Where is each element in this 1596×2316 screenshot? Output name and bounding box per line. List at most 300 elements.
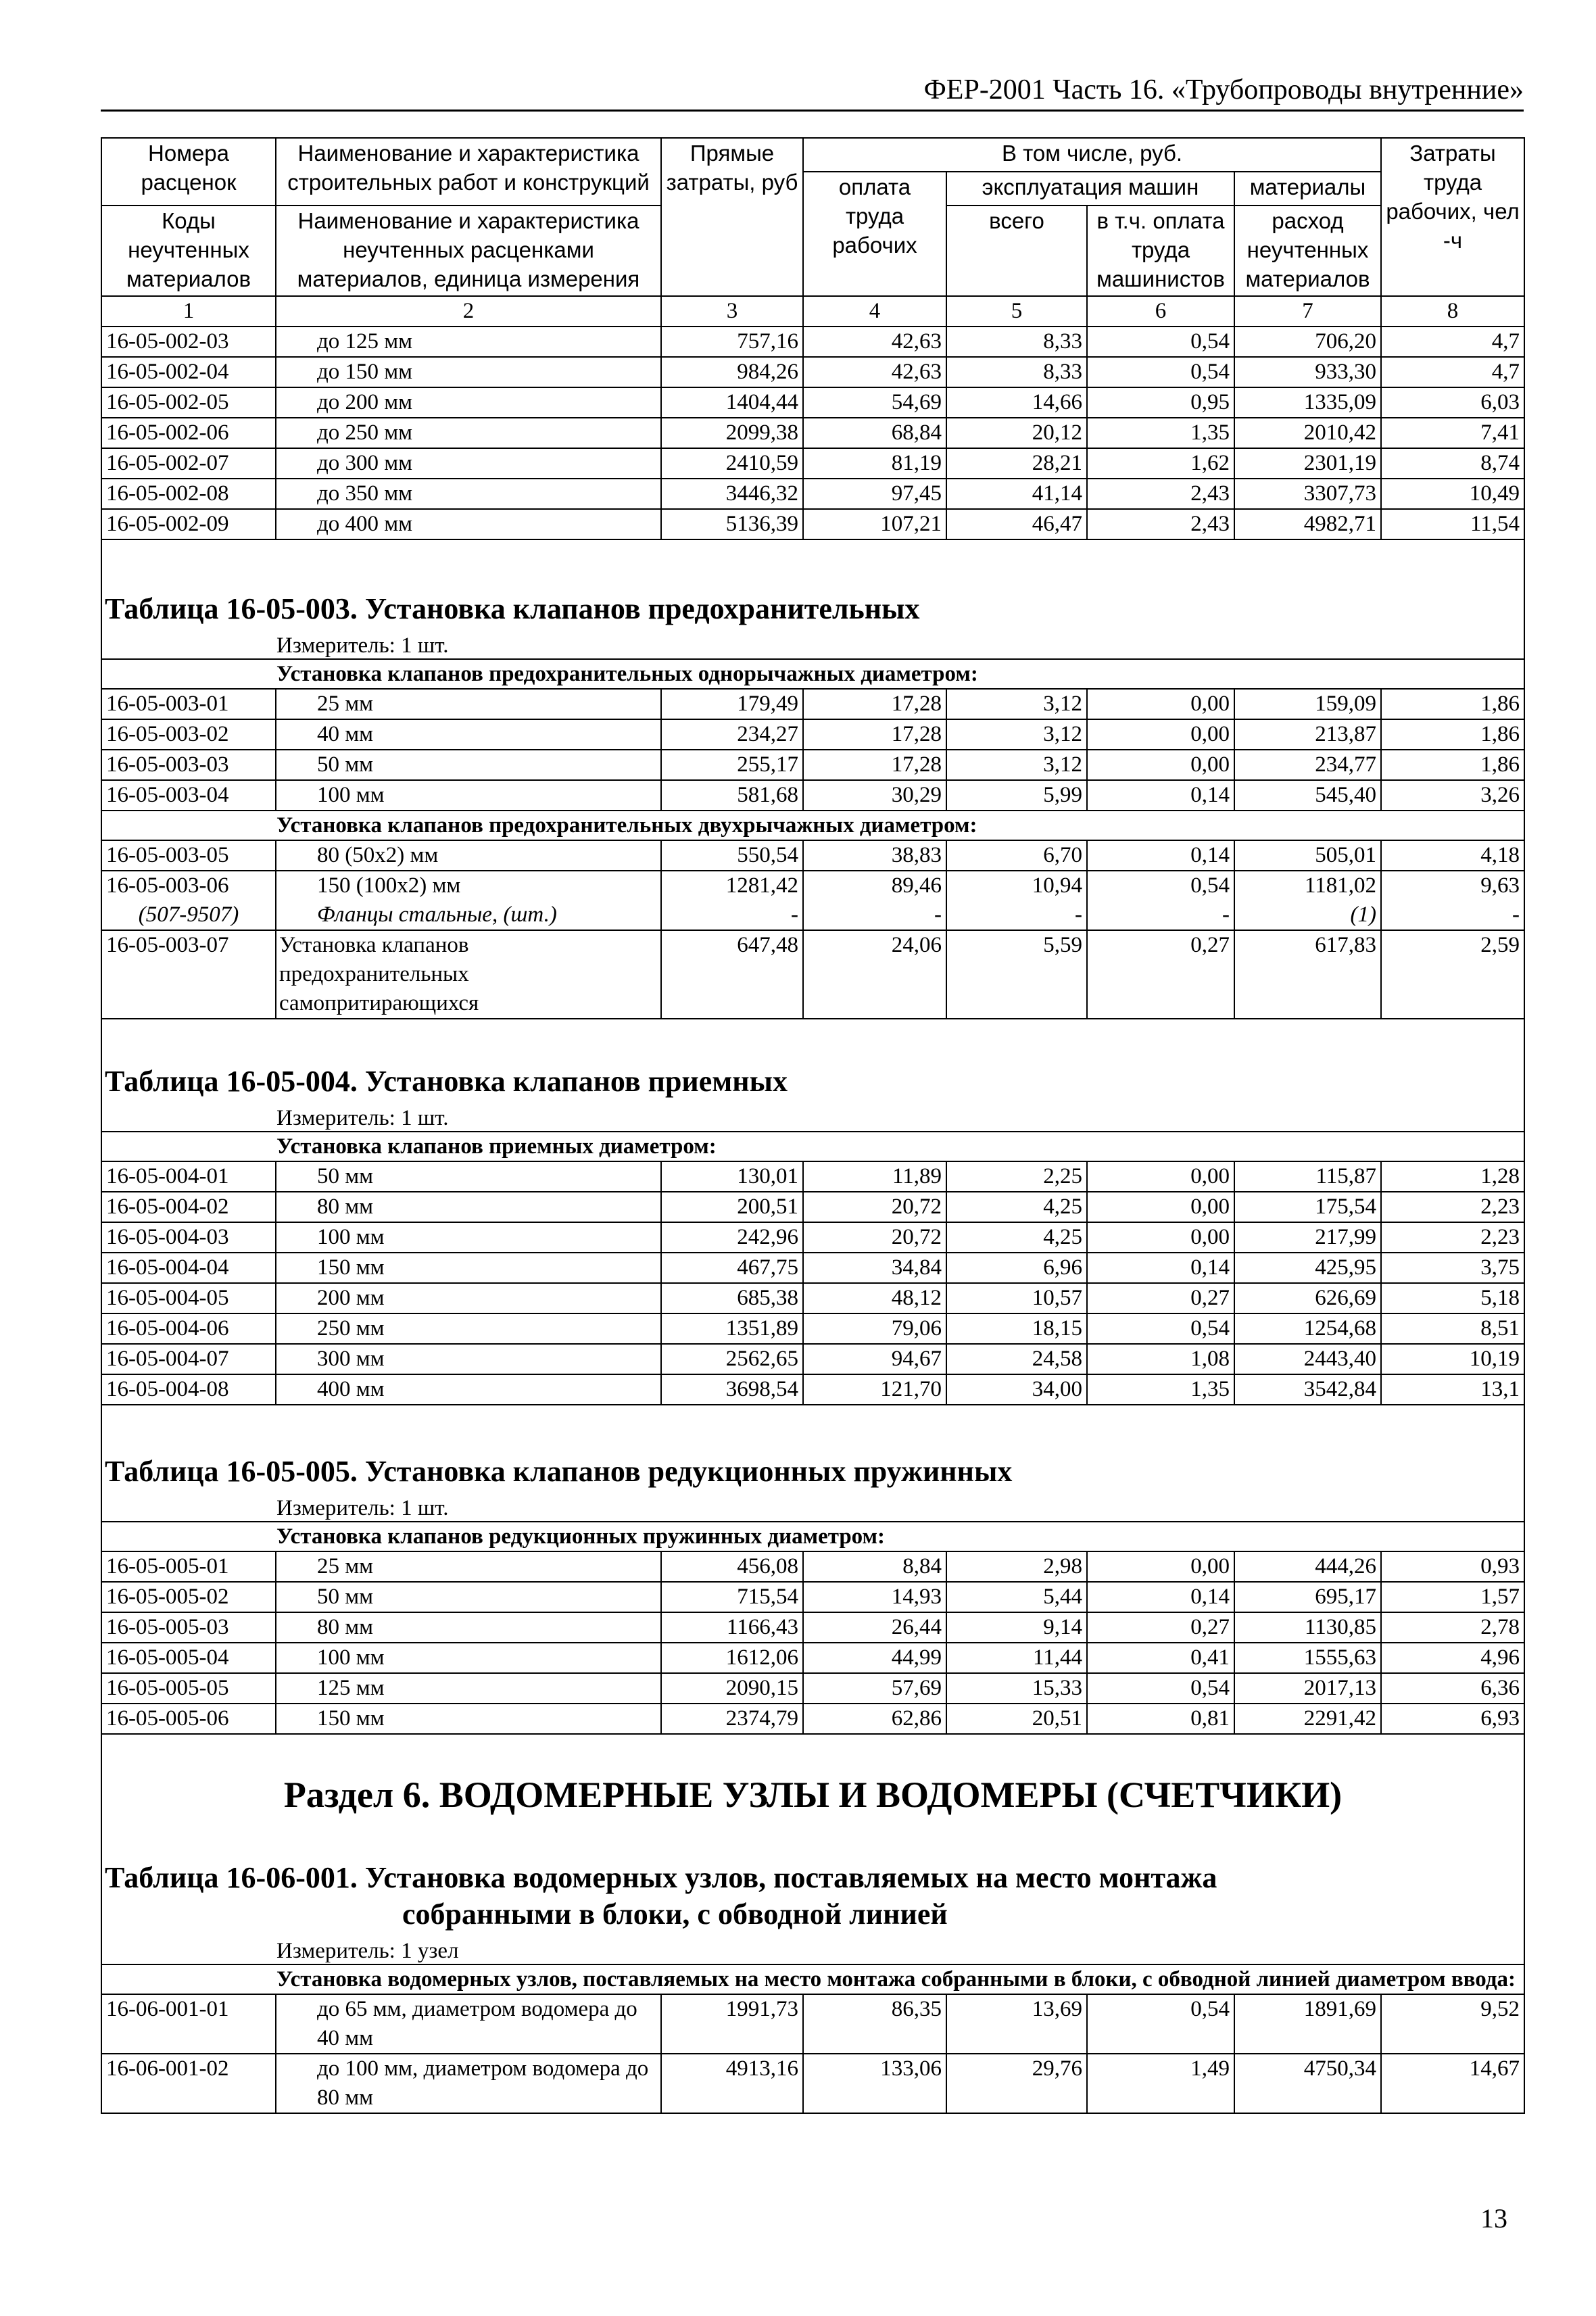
labor-hours: 6,93 (1480, 1706, 1520, 1731)
table-row (101, 1161, 1524, 1192)
material-labor-pay: - (934, 902, 942, 927)
rate-code-cell (101, 327, 276, 357)
rate-code: 16-06-001-01 (106, 1997, 229, 2021)
materials-cost-cell (1234, 719, 1381, 750)
machines-total-cell (946, 1582, 1087, 1612)
machines-total: 34,00 (1032, 1377, 1082, 1401)
work-name: 80 мм (317, 1195, 374, 1219)
labor-hours-cell (1381, 448, 1524, 479)
labor-hours-cell (1381, 1283, 1524, 1313)
machinist-pay: 1,35 (1190, 420, 1230, 445)
labor-hours-cell (1381, 1643, 1524, 1673)
work-name: 100 мм (317, 1645, 385, 1670)
work-name-cell (276, 479, 661, 509)
table-row (101, 1344, 1524, 1374)
materials-cost-cell (1234, 1374, 1381, 1405)
materials-cost-cell (1234, 509, 1381, 539)
table-title-row (101, 1837, 1524, 1938)
page-number: 13 (1480, 2203, 1507, 2234)
machines-total: 8,33 (1043, 329, 1082, 354)
column-number: 2 (276, 296, 661, 327)
materials-cost-cell (1234, 1344, 1381, 1374)
meas-cell (101, 633, 1524, 659)
rate-code: 16-05-003-06 (106, 873, 229, 898)
column-number: 4 (803, 296, 946, 327)
direct-costs: 715,54 (737, 1585, 798, 1609)
labor-hours-cell (1381, 871, 1524, 930)
table-row (101, 1222, 1524, 1253)
machinist-pay-cell (1087, 1551, 1234, 1582)
group-cell (101, 1522, 1524, 1551)
labor-hours: 3,75 (1480, 1255, 1520, 1280)
labor-pay: 81,19 (891, 451, 942, 475)
machines-total: 24,58 (1032, 1347, 1082, 1371)
labor-pay: 57,69 (891, 1676, 942, 1700)
direct-costs-cell (661, 1673, 803, 1704)
table-row (101, 1283, 1524, 1313)
header-direct-costs: Прямые затраты, руб (661, 138, 803, 296)
machinist-pay-cell (1087, 689, 1234, 719)
work-name-cell (276, 871, 661, 930)
labor-pay: 89,46 (891, 873, 942, 898)
machinist-pay-cell (1087, 1673, 1234, 1704)
group-heading-row (101, 1132, 1524, 1161)
materials-cost-cell (1234, 689, 1381, 719)
title-cell (101, 1019, 1524, 1105)
machinist-pay-cell (1087, 327, 1234, 357)
materials-cost: 1181,02 (1304, 873, 1377, 898)
column-numbers-row (101, 296, 1524, 327)
material-name: Фланцы стальные, (шт.) (317, 902, 557, 927)
direct-costs: 456,08 (737, 1554, 798, 1578)
labor-hours: 4,7 (1491, 360, 1520, 384)
work-name-cell (276, 2054, 661, 2113)
rate-code: 16-05-002-04 (106, 360, 229, 384)
direct-costs-cell (661, 1222, 803, 1253)
materials-cost-cell (1234, 840, 1381, 871)
direct-costs-cell (661, 1253, 803, 1283)
rate-code: 16-05-003-01 (106, 692, 229, 716)
work-name: до 250 мм (317, 420, 413, 445)
rate-code: 16-05-005-03 (106, 1615, 229, 1639)
measure-unit: Измеритель: 1 шт. (276, 1496, 449, 1520)
rate-code: 16-05-002-07 (106, 451, 229, 475)
labor-hours-cell (1381, 1374, 1524, 1405)
labor-hours-cell (1381, 1673, 1524, 1704)
work-name: 200 мм (317, 1286, 385, 1310)
machines-total-cell (946, 509, 1087, 539)
rate-code-cell (101, 1673, 276, 1704)
machinist-pay: 1,62 (1190, 451, 1230, 475)
labor-pay-cell (803, 1612, 946, 1643)
labor-pay: 42,63 (891, 329, 942, 354)
direct-costs-cell (661, 509, 803, 539)
header-machines-total: всего (946, 206, 1087, 296)
labor-pay-cell (803, 1673, 946, 1704)
labor-hours-cell (1381, 479, 1524, 509)
machinist-pay-cell (1087, 357, 1234, 387)
direct-costs-cell (661, 1192, 803, 1222)
table-title-row (101, 1019, 1524, 1105)
direct-costs: 234,27 (737, 722, 798, 746)
measure-unit-row (101, 1495, 1524, 1522)
table-row (101, 1551, 1524, 1582)
machines-total: 10,94 (1032, 873, 1082, 898)
machinist-pay-cell (1087, 1253, 1234, 1283)
machinist-pay: 0,81 (1190, 1706, 1230, 1731)
rate-code: 16-05-003-03 (106, 752, 229, 777)
machines-total-cell (946, 479, 1087, 509)
rate-code-cell (101, 479, 276, 509)
work-name: 150 (100x2) мм (317, 873, 461, 898)
table-row (101, 1582, 1524, 1612)
labor-pay-cell (803, 689, 946, 719)
work-name: 25 мм (317, 692, 374, 716)
work-name: до 150 мм (317, 360, 413, 384)
materials-cost: 4982,71 (1303, 512, 1377, 536)
direct-costs: 685,38 (737, 1286, 798, 1310)
materials-cost-cell (1234, 750, 1381, 780)
machines-total: 4,25 (1043, 1225, 1082, 1249)
rate-code-cell (101, 1344, 276, 1374)
machines-total: 5,44 (1043, 1585, 1082, 1609)
machines-total-cell (946, 1313, 1087, 1344)
table-row (101, 750, 1524, 780)
machines-total: 15,33 (1032, 1676, 1082, 1700)
labor-pay-cell (803, 1994, 946, 2054)
machines-total: 6,96 (1043, 1255, 1082, 1280)
direct-costs: 1166,43 (726, 1615, 798, 1639)
labor-hours-cell (1381, 509, 1524, 539)
work-name: 300 мм (317, 1347, 385, 1371)
machines-total: 3,12 (1043, 692, 1082, 716)
machines-total: 11,44 (1032, 1645, 1082, 1670)
machinist-pay-cell (1087, 1374, 1234, 1405)
machinist-pay: 0,14 (1190, 1255, 1230, 1280)
group-heading-row (101, 811, 1524, 840)
rate-code: 16-05-004-07 (106, 1347, 229, 1371)
work-name: до 200 мм (317, 390, 413, 414)
work-name-cell (276, 1551, 661, 1582)
labor-pay-cell (803, 780, 946, 811)
machines-total: 6,70 (1043, 843, 1082, 867)
materials-cost: 2291,42 (1303, 1706, 1377, 1731)
table-row (101, 1253, 1524, 1283)
direct-costs-cell (661, 1161, 803, 1192)
rate-code-cell (101, 1704, 276, 1734)
direct-costs: 1281,42 (725, 873, 798, 898)
rate-code-cell (101, 1253, 276, 1283)
labor-pay: 34,84 (891, 1255, 942, 1280)
machines-total-cell (946, 1283, 1087, 1313)
machinist-pay: 0,54 (1190, 1676, 1230, 1700)
materials-cost-cell (1234, 1643, 1381, 1673)
direct-costs-cell (661, 719, 803, 750)
machines-total: 10,57 (1032, 1286, 1082, 1310)
machinist-pay-cell (1087, 479, 1234, 509)
table-row (101, 479, 1524, 509)
materials-cost: 1891,69 (1303, 1997, 1377, 2021)
materials-cost: 3307,73 (1303, 481, 1377, 506)
rate-code-cell (101, 1612, 276, 1643)
work-name: до 100 мм, диаметром водомера до 80 мм (317, 2056, 649, 2110)
direct-costs-cell (661, 840, 803, 871)
direct-costs: 130,01 (737, 1164, 798, 1188)
group-heading-row (101, 659, 1524, 689)
rate-code-cell (101, 871, 276, 930)
header-rule (101, 110, 1524, 112)
material-direct-costs: - (791, 902, 798, 927)
materials-cost: 626,69 (1315, 1286, 1377, 1310)
labor-pay-cell (803, 750, 946, 780)
machinist-pay: 1,35 (1190, 1377, 1230, 1401)
rate-code-cell (101, 509, 276, 539)
work-name-cell (276, 509, 661, 539)
machines-total-cell (946, 719, 1087, 750)
labor-pay: 79,06 (891, 1316, 942, 1341)
labor-hours: 1,86 (1480, 752, 1520, 777)
materials-cost: 444,26 (1315, 1554, 1377, 1578)
table-row (101, 930, 1524, 1019)
machinist-pay-cell (1087, 1222, 1234, 1253)
work-name: 150 мм (317, 1706, 385, 1731)
machines-total: 18,15 (1032, 1316, 1082, 1341)
work-name-cell (276, 1612, 661, 1643)
labor-pay-cell (803, 1704, 946, 1734)
rate-code: 16-05-005-04 (106, 1645, 229, 1670)
measure-unit: Измеритель: 1 узел (276, 1939, 459, 1963)
labor-pay-cell (803, 1192, 946, 1222)
labor-pay-cell (803, 719, 946, 750)
machines-total: 4,25 (1043, 1195, 1082, 1219)
rate-code: 16-05-005-02 (106, 1585, 229, 1609)
materials-cost: 545,40 (1315, 783, 1377, 807)
machines-total-cell (946, 418, 1087, 448)
materials-cost: 2017,13 (1303, 1676, 1377, 1700)
machinist-pay: 0,27 (1190, 933, 1230, 957)
rate-code: 16-05-003-05 (106, 843, 229, 867)
work-name-cell (276, 1313, 661, 1344)
machines-total-cell (946, 327, 1087, 357)
materials-cost: 3542,84 (1303, 1377, 1377, 1401)
machines-total-cell (946, 1374, 1087, 1405)
labor-pay: 8,84 (902, 1554, 942, 1578)
labor-pay: 17,28 (891, 722, 942, 746)
direct-costs-cell (661, 1704, 803, 1734)
machines-total-cell (946, 780, 1087, 811)
table-row (101, 1673, 1524, 1704)
labor-hours: 7,41 (1480, 420, 1520, 445)
labor-hours-cell (1381, 327, 1524, 357)
machinist-pay-cell (1087, 1643, 1234, 1673)
meas-cell (101, 1105, 1524, 1132)
labor-pay-cell (803, 357, 946, 387)
machines-total: 28,21 (1032, 451, 1082, 475)
section-cell (101, 1734, 1524, 1837)
labor-hours-cell (1381, 1222, 1524, 1253)
group-heading: Установка клапанов предохранительных двухрычажных диаметром: (276, 813, 977, 838)
labor-pay-cell (803, 1643, 946, 1673)
materials-cost-cell (1234, 871, 1381, 930)
rate-code: 16-05-002-06 (106, 420, 229, 445)
materials-cost: 1335,09 (1303, 390, 1377, 414)
machines-total: 14,66 (1032, 390, 1082, 414)
material-machines-total: - (1075, 902, 1082, 927)
group-cell (101, 1964, 1524, 1994)
direct-costs-cell (661, 930, 803, 1019)
labor-hours-cell (1381, 1551, 1524, 1582)
labor-hours: 8,74 (1480, 451, 1520, 475)
labor-pay: 20,72 (891, 1225, 942, 1249)
direct-costs-cell (661, 387, 803, 418)
work-name: 40 мм (317, 722, 374, 746)
group-heading-row (101, 1522, 1524, 1551)
labor-hours-cell (1381, 1344, 1524, 1374)
column-number: 5 (946, 296, 1087, 327)
machines-total: 29,76 (1032, 2056, 1082, 2081)
labor-pay: 20,72 (891, 1195, 942, 1219)
machinist-pay: 0,00 (1190, 752, 1230, 777)
machinist-pay-cell (1087, 719, 1234, 750)
rate-code-cell (101, 1994, 276, 2054)
machinist-pay: 0,54 (1190, 329, 1230, 354)
table-row (101, 871, 1524, 930)
direct-costs: 4913,16 (725, 2056, 798, 2081)
materials-cost-cell (1234, 1283, 1381, 1313)
table-row (101, 418, 1524, 448)
direct-costs-cell (661, 418, 803, 448)
labor-hours-cell (1381, 689, 1524, 719)
materials-cost: 234,77 (1315, 752, 1377, 777)
machines-total: 5,59 (1043, 933, 1082, 957)
meas-cell (101, 1495, 1524, 1522)
materials-cost: 213,87 (1315, 722, 1377, 746)
work-name-cell (276, 1704, 661, 1734)
labor-hours: 1,86 (1480, 722, 1520, 746)
labor-pay: 44,99 (891, 1645, 942, 1670)
machines-total: 3,12 (1043, 752, 1082, 777)
work-name-cell (276, 1643, 661, 1673)
direct-costs-cell (661, 750, 803, 780)
labor-pay-cell (803, 448, 946, 479)
direct-costs: 2374,79 (725, 1706, 798, 1731)
labor-pay: 97,45 (891, 481, 942, 506)
work-name-cell (276, 1673, 661, 1704)
rate-code: 16-05-003-02 (106, 722, 229, 746)
machines-total-cell (946, 1253, 1087, 1283)
labor-hours-cell (1381, 1704, 1524, 1734)
machinist-pay: 1,49 (1190, 2056, 1230, 2081)
work-name: 400 мм (317, 1377, 385, 1401)
group-heading-row (101, 1964, 1524, 1994)
labor-hours: 4,96 (1480, 1645, 1520, 1670)
work-name-cell (276, 327, 661, 357)
labor-pay: 17,28 (891, 752, 942, 777)
labor-pay-cell (803, 418, 946, 448)
table-row (101, 840, 1524, 871)
work-name-cell (276, 1283, 661, 1313)
machinist-pay: 0,00 (1190, 722, 1230, 746)
rate-code-cell (101, 1192, 276, 1222)
labor-hours: 8,51 (1480, 1316, 1520, 1341)
direct-costs: 2562,65 (725, 1347, 798, 1371)
title-cell (101, 1837, 1524, 1938)
work-name: 125 мм (317, 1676, 385, 1700)
direct-costs: 2090,15 (725, 1676, 798, 1700)
rate-code-cell (101, 387, 276, 418)
direct-costs: 984,26 (737, 360, 798, 384)
labor-pay-cell (803, 1283, 946, 1313)
work-name-cell (276, 750, 661, 780)
measure-unit: Измеритель: 1 шт. (276, 633, 449, 658)
machines-total: 13,69 (1032, 1997, 1082, 2021)
machines-total-cell (946, 750, 1087, 780)
machinist-pay: 0,00 (1190, 1164, 1230, 1188)
materials-cost: 217,99 (1315, 1225, 1377, 1249)
labor-pay: 26,44 (891, 1615, 942, 1639)
direct-costs: 1612,06 (725, 1645, 798, 1670)
table-row (101, 327, 1524, 357)
materials-cost-cell (1234, 1704, 1381, 1734)
rate-code: 16-05-004-03 (106, 1225, 229, 1249)
labor-hours: 6,03 (1480, 390, 1520, 414)
machinist-pay-cell (1087, 780, 1234, 811)
labor-pay-cell (803, 1222, 946, 1253)
machinist-pay-cell (1087, 1313, 1234, 1344)
work-name-cell (276, 448, 661, 479)
machinist-pay-cell (1087, 1582, 1234, 1612)
group-cell (101, 1132, 1524, 1161)
machinist-pay-cell (1087, 509, 1234, 539)
material-code: (507-9507) (138, 902, 239, 927)
machinist-pay: 0,00 (1190, 1554, 1230, 1578)
direct-costs-cell (661, 871, 803, 930)
direct-costs-cell (661, 1643, 803, 1673)
work-name-cell (276, 780, 661, 811)
rate-code: 16-05-004-05 (106, 1286, 229, 1310)
machines-total-cell (946, 1551, 1087, 1582)
rate-code-cell (101, 1283, 276, 1313)
table-row (101, 387, 1524, 418)
labor-hours-cell (1381, 750, 1524, 780)
direct-costs: 3446,32 (725, 481, 798, 506)
header-material-names: Наименование и характеристика неучтенных расценками материалов, единица измерения (276, 206, 661, 296)
material-machinist-pay: - (1222, 902, 1230, 927)
materials-cost: 617,83 (1315, 933, 1377, 957)
labor-hours-cell (1381, 1612, 1524, 1643)
work-name-cell (276, 1582, 661, 1612)
machines-total-cell (946, 1994, 1087, 2054)
table-row (101, 509, 1524, 539)
machines-total: 20,51 (1032, 1706, 1082, 1731)
labor-hours-cell (1381, 840, 1524, 871)
machines-total: 2,98 (1043, 1554, 1082, 1578)
rate-code-cell (101, 930, 276, 1019)
machines-total: 5,99 (1043, 783, 1082, 807)
materials-cost-cell (1234, 1161, 1381, 1192)
machinist-pay-cell (1087, 930, 1234, 1019)
labor-hours-cell (1381, 719, 1524, 750)
labor-hours: 5,18 (1480, 1286, 1520, 1310)
machinist-pay-cell (1087, 2054, 1234, 2113)
table-row (101, 1374, 1524, 1405)
header-including: В том числе, руб. (803, 138, 1381, 172)
labor-pay-cell (803, 327, 946, 357)
machinist-pay: 1,08 (1190, 1347, 1230, 1371)
labor-pay-cell (803, 1344, 946, 1374)
work-name: 80 мм (317, 1615, 374, 1639)
column-number: 1 (101, 296, 276, 327)
